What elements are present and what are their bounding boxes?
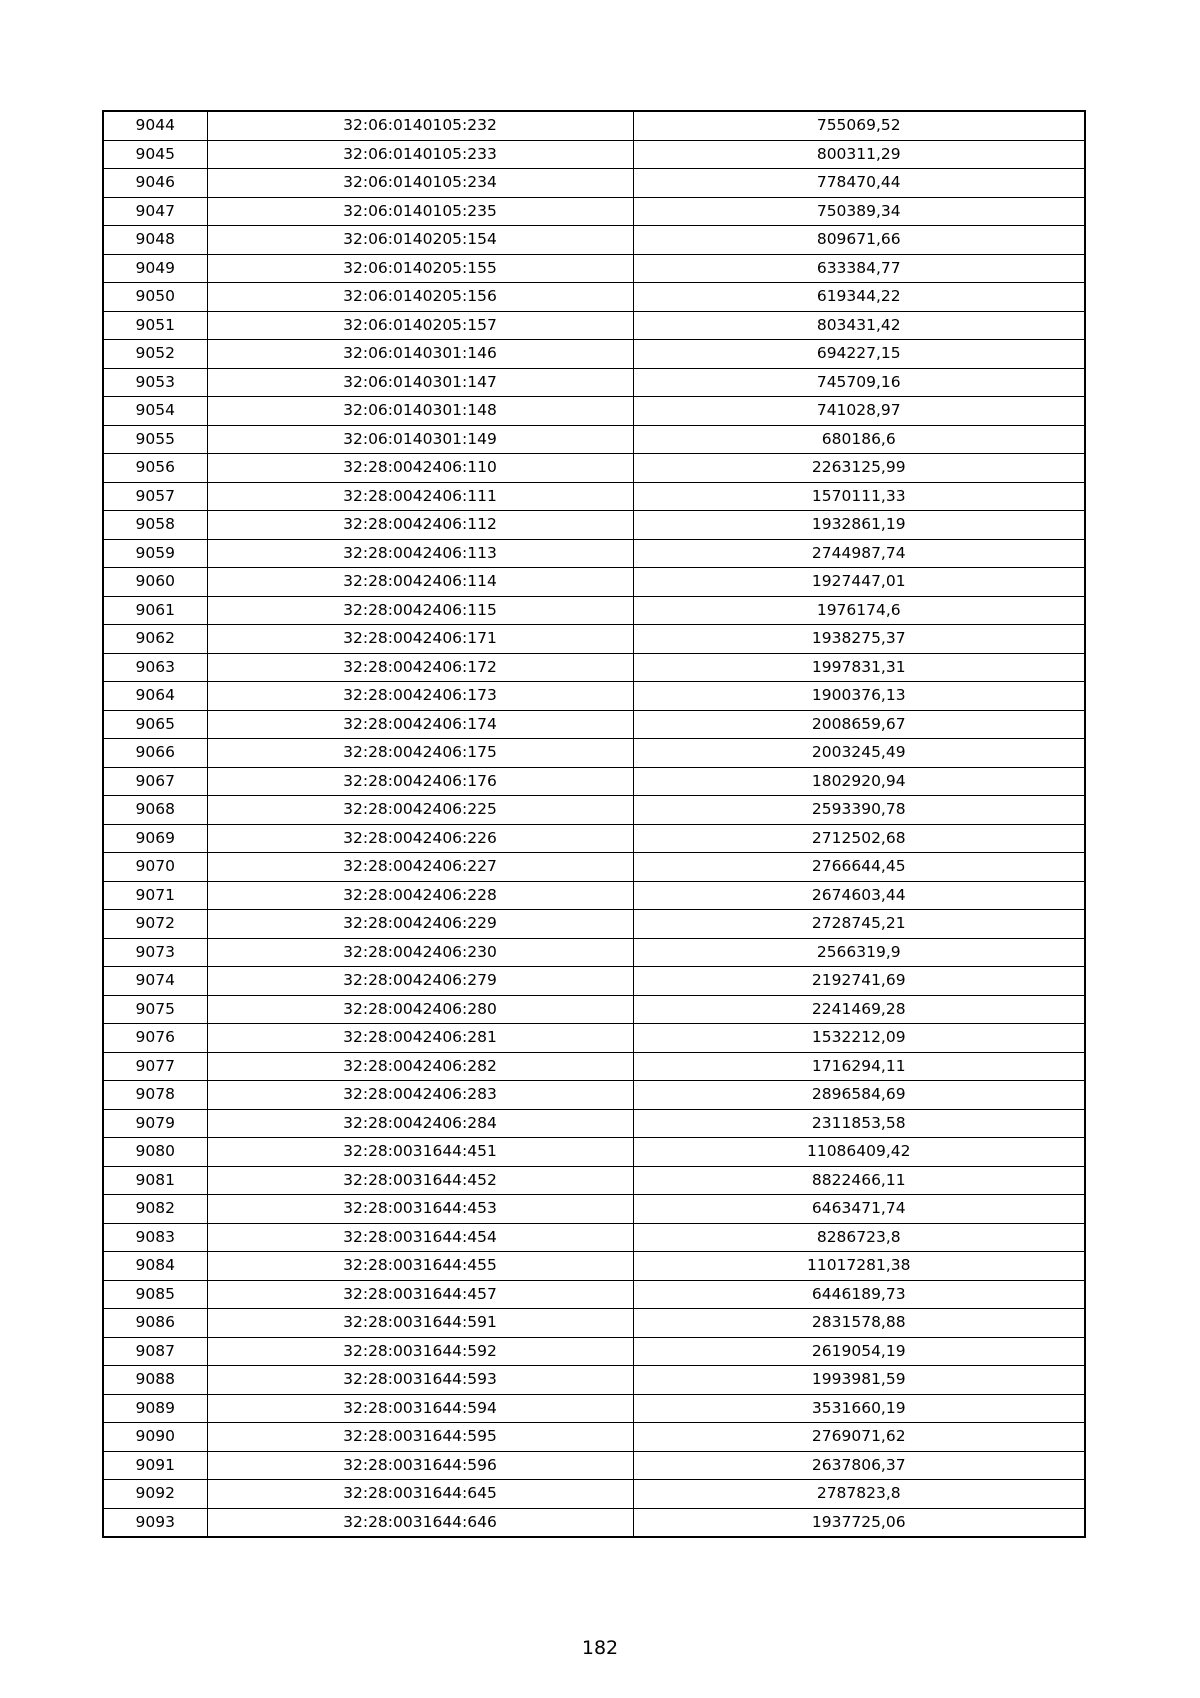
cadastral-value-cell: 2728745,21 <box>633 910 1085 939</box>
cadastral-value-cell: 2241469,28 <box>633 995 1085 1024</box>
cadastral-number-cell: 32:28:0042406:229 <box>207 910 633 939</box>
row-number-cell: 9047 <box>103 197 207 226</box>
row-number-cell: 9069 <box>103 824 207 853</box>
cadastral-number-cell: 32:28:0031644:646 <box>207 1508 633 1537</box>
table-row <box>103 767 1085 796</box>
cadastral-number-cell: 32:06:0140105:235 <box>207 197 633 226</box>
cadastral-value-cell: 778470,44 <box>633 169 1085 198</box>
cadastral-number-cell: 32:28:0031644:591 <box>207 1309 633 1338</box>
cadastral-number-cell: 32:28:0042406:280 <box>207 995 633 1024</box>
row-number-cell: 9088 <box>103 1366 207 1395</box>
cadastral-number-cell: 32:28:0042406:284 <box>207 1109 633 1138</box>
row-number-cell: 9090 <box>103 1423 207 1452</box>
cadastral-number-cell: 32:28:0031644:596 <box>207 1451 633 1480</box>
cadastral-number-cell: 32:28:0042406:227 <box>207 853 633 882</box>
cadastral-value-cell: 1900376,13 <box>633 682 1085 711</box>
table-row <box>103 197 1085 226</box>
cadastral-value-cell: 2263125,99 <box>633 454 1085 483</box>
table-row <box>103 111 1085 140</box>
row-number-cell: 9046 <box>103 169 207 198</box>
row-number-cell: 9072 <box>103 910 207 939</box>
cadastral-number-cell: 32:28:0042406:226 <box>207 824 633 853</box>
table-row <box>103 881 1085 910</box>
table-row <box>103 824 1085 853</box>
cadastral-value-cell: 11017281,38 <box>633 1252 1085 1281</box>
table-row <box>103 1252 1085 1281</box>
table-row <box>103 140 1085 169</box>
cadastral-value-cell: 2896584,69 <box>633 1081 1085 1110</box>
page-number: 182 <box>581 1637 619 1659</box>
row-number-cell: 9076 <box>103 1024 207 1053</box>
row-number-cell: 9048 <box>103 226 207 255</box>
table-row <box>103 739 1085 768</box>
row-number-cell: 9051 <box>103 311 207 340</box>
table-row <box>103 1195 1085 1224</box>
cadastral-value-cell: 2619054,19 <box>633 1337 1085 1366</box>
row-number-cell: 9073 <box>103 938 207 967</box>
table-row <box>103 910 1085 939</box>
cadastral-number-cell: 32:28:0031644:594 <box>207 1394 633 1423</box>
cadastral-value-cell: 8286723,8 <box>633 1223 1085 1252</box>
row-number-cell: 9044 <box>103 111 207 140</box>
cadastral-number-cell: 32:28:0042406:281 <box>207 1024 633 1053</box>
cadastral-value-cell: 680186,6 <box>633 425 1085 454</box>
cadastral-number-cell: 32:06:0140301:147 <box>207 368 633 397</box>
row-number-cell: 9082 <box>103 1195 207 1224</box>
cadastral-value-cell: 750389,34 <box>633 197 1085 226</box>
cadastral-value-cell: 745709,16 <box>633 368 1085 397</box>
cadastral-number-cell: 32:28:0042406:283 <box>207 1081 633 1110</box>
row-number-cell: 9084 <box>103 1252 207 1281</box>
cadastral-value-cell: 1938275,37 <box>633 625 1085 654</box>
table-row <box>103 1280 1085 1309</box>
cadastral-number-cell: 32:28:0042406:282 <box>207 1052 633 1081</box>
cadastral-value-cell: 2674603,44 <box>633 881 1085 910</box>
row-number-cell: 9087 <box>103 1337 207 1366</box>
cadastral-value-cell: 2566319,9 <box>633 938 1085 967</box>
cadastral-number-cell: 32:06:0140205:154 <box>207 226 633 255</box>
cadastral-value-cell: 1937725,06 <box>633 1508 1085 1537</box>
cadastral-value-cell: 800311,29 <box>633 140 1085 169</box>
table-row <box>103 169 1085 198</box>
cadastral-value-cell: 694227,15 <box>633 340 1085 369</box>
table-row <box>103 1366 1085 1395</box>
cadastral-value-cell: 1993981,59 <box>633 1366 1085 1395</box>
cadastral-number-cell: 32:06:0140301:149 <box>207 425 633 454</box>
cadastral-number-cell: 32:28:0042406:173 <box>207 682 633 711</box>
cadastral-value-cell: 1927447,01 <box>633 568 1085 597</box>
table-row <box>103 340 1085 369</box>
table-row <box>103 1337 1085 1366</box>
row-number-cell: 9055 <box>103 425 207 454</box>
table-row <box>103 1508 1085 1537</box>
cadastral-number-cell: 32:06:0140205:157 <box>207 311 633 340</box>
row-number-cell: 9050 <box>103 283 207 312</box>
row-number-cell: 9092 <box>103 1480 207 1509</box>
row-number-cell: 9077 <box>103 1052 207 1081</box>
row-number-cell: 9079 <box>103 1109 207 1138</box>
row-number-cell: 9049 <box>103 254 207 283</box>
row-number-cell: 9093 <box>103 1508 207 1537</box>
cadastral-value-cell: 2744987,74 <box>633 539 1085 568</box>
cadastral-value-cell: 2192741,69 <box>633 967 1085 996</box>
table-row <box>103 995 1085 1024</box>
table-row <box>103 710 1085 739</box>
cadastral-number-cell: 32:28:0042406:110 <box>207 454 633 483</box>
cadastral-number-cell: 32:06:0140105:232 <box>207 111 633 140</box>
cadastral-number-cell: 32:28:0042406:175 <box>207 739 633 768</box>
table-row <box>103 1109 1085 1138</box>
cadastral-number-cell: 32:28:0042406:176 <box>207 767 633 796</box>
cadastral-value-cell: 2003245,49 <box>633 739 1085 768</box>
cadastral-value-cell: 1802920,94 <box>633 767 1085 796</box>
cadastral-value-cell: 1976174,6 <box>633 596 1085 625</box>
cadastral-value-cell: 11086409,42 <box>633 1138 1085 1167</box>
cadastral-number-cell: 32:28:0031644:454 <box>207 1223 633 1252</box>
row-number-cell: 9074 <box>103 967 207 996</box>
cadastral-number-cell: 32:28:0042406:114 <box>207 568 633 597</box>
row-number-cell: 9086 <box>103 1309 207 1338</box>
cadastral-number-cell: 32:28:0031644:593 <box>207 1366 633 1395</box>
cadastral-number-cell: 32:28:0042406:111 <box>207 482 633 511</box>
table-row <box>103 853 1085 882</box>
row-number-cell: 9059 <box>103 539 207 568</box>
table-row <box>103 368 1085 397</box>
row-number-cell: 9065 <box>103 710 207 739</box>
row-number-cell: 9075 <box>103 995 207 1024</box>
row-number-cell: 9067 <box>103 767 207 796</box>
row-number-cell: 9052 <box>103 340 207 369</box>
row-number-cell: 9080 <box>103 1138 207 1167</box>
table-row <box>103 625 1085 654</box>
cadastral-value-cell: 1532212,09 <box>633 1024 1085 1053</box>
table-row <box>103 511 1085 540</box>
cadastral-number-cell: 32:06:0140205:155 <box>207 254 633 283</box>
row-number-cell: 9064 <box>103 682 207 711</box>
table-row <box>103 1309 1085 1338</box>
table-row <box>103 425 1085 454</box>
cadastral-value-cell: 1716294,11 <box>633 1052 1085 1081</box>
table-row <box>103 283 1085 312</box>
cadastral-number-cell: 32:28:0031644:645 <box>207 1480 633 1509</box>
cadastral-value-cell: 809671,66 <box>633 226 1085 255</box>
table-row <box>103 454 1085 483</box>
table-row <box>103 967 1085 996</box>
row-number-cell: 9053 <box>103 368 207 397</box>
row-number-cell: 9070 <box>103 853 207 882</box>
cadastral-number-cell: 32:28:0042406:225 <box>207 796 633 825</box>
cadastral-value-cell: 6446189,73 <box>633 1280 1085 1309</box>
cadastral-value-cell: 2593390,78 <box>633 796 1085 825</box>
cadastral-number-cell: 32:28:0031644:595 <box>207 1423 633 1452</box>
cadastral-value-cell: 2766644,45 <box>633 853 1085 882</box>
row-number-cell: 9061 <box>103 596 207 625</box>
table-row <box>103 254 1085 283</box>
cadastral-value-cell: 2769071,62 <box>633 1423 1085 1452</box>
table-row <box>103 1081 1085 1110</box>
cadastral-number-cell: 32:28:0042406:112 <box>207 511 633 540</box>
cadastral-value-cell: 2787823,8 <box>633 1480 1085 1509</box>
table-row <box>103 1138 1085 1167</box>
table-row <box>103 682 1085 711</box>
table-row <box>103 397 1085 426</box>
table-row <box>103 596 1085 625</box>
row-number-cell: 9058 <box>103 511 207 540</box>
row-number-cell: 9071 <box>103 881 207 910</box>
cadastral-number-cell: 32:28:0031644:453 <box>207 1195 633 1224</box>
cadastral-value-cell: 2712502,68 <box>633 824 1085 853</box>
cadastral-value-cell: 2831578,88 <box>633 1309 1085 1338</box>
cadastral-number-cell: 32:28:0042406:113 <box>207 539 633 568</box>
table-body <box>103 111 1085 1537</box>
table-row <box>103 539 1085 568</box>
cadastral-value-cell: 6463471,74 <box>633 1195 1085 1224</box>
cadastral-number-cell: 32:06:0140301:146 <box>207 340 633 369</box>
cadastral-number-cell: 32:28:0031644:451 <box>207 1138 633 1167</box>
cadastral-value-cell: 741028,97 <box>633 397 1085 426</box>
cadastral-number-cell: 32:28:0031644:455 <box>207 1252 633 1281</box>
row-number-cell: 9091 <box>103 1451 207 1480</box>
row-number-cell: 9060 <box>103 568 207 597</box>
cadastral-number-cell: 32:28:0042406:279 <box>207 967 633 996</box>
table-row <box>103 1052 1085 1081</box>
cadastral-number-cell: 32:28:0042406:230 <box>207 938 633 967</box>
cadastral-value-cell: 1997831,31 <box>633 653 1085 682</box>
table-row <box>103 653 1085 682</box>
cadastral-number-cell: 32:28:0042406:115 <box>207 596 633 625</box>
row-number-cell: 9081 <box>103 1166 207 1195</box>
cadastral-number-cell: 32:06:0140105:234 <box>207 169 633 198</box>
cadastral-number-cell: 32:28:0042406:174 <box>207 710 633 739</box>
row-number-cell: 9045 <box>103 140 207 169</box>
table-row <box>103 1223 1085 1252</box>
cadastral-number-cell: 32:28:0042406:171 <box>207 625 633 654</box>
cadastral-value-cell: 755069,52 <box>633 111 1085 140</box>
cadastral-number-cell: 32:28:0042406:172 <box>207 653 633 682</box>
row-number-cell: 9089 <box>103 1394 207 1423</box>
cadastral-value-cell: 1570111,33 <box>633 482 1085 511</box>
table-row <box>103 796 1085 825</box>
table-row <box>103 1480 1085 1509</box>
cadastral-value-cell: 2008659,67 <box>633 710 1085 739</box>
cadastral-number-cell: 32:28:0031644:452 <box>207 1166 633 1195</box>
cadastral-number-cell: 32:06:0140105:233 <box>207 140 633 169</box>
cadastral-value-cell: 619344,22 <box>633 283 1085 312</box>
row-number-cell: 9056 <box>103 454 207 483</box>
table-row <box>103 1423 1085 1452</box>
table-row <box>103 938 1085 967</box>
cadastral-value-cell: 3531660,19 <box>633 1394 1085 1423</box>
table-row <box>103 482 1085 511</box>
cadastral-number-cell: 32:06:0140205:156 <box>207 283 633 312</box>
cadastral-value-cell: 803431,42 <box>633 311 1085 340</box>
cadastral-value-cell: 2311853,58 <box>633 1109 1085 1138</box>
table-row <box>103 1024 1085 1053</box>
table-row <box>103 568 1085 597</box>
cadastral-number-cell: 32:28:0031644:457 <box>207 1280 633 1309</box>
row-number-cell: 9057 <box>103 482 207 511</box>
row-number-cell: 9062 <box>103 625 207 654</box>
cadastral-value-table <box>102 110 1086 1538</box>
table-row <box>103 226 1085 255</box>
table-row <box>103 311 1085 340</box>
row-number-cell: 9068 <box>103 796 207 825</box>
row-number-cell: 9066 <box>103 739 207 768</box>
row-number-cell: 9054 <box>103 397 207 426</box>
cadastral-value-cell: 1932861,19 <box>633 511 1085 540</box>
table-row <box>103 1394 1085 1423</box>
row-number-cell: 9063 <box>103 653 207 682</box>
table-row <box>103 1451 1085 1480</box>
cadastral-value-cell: 8822466,11 <box>633 1166 1085 1195</box>
cadastral-value-cell: 2637806,37 <box>633 1451 1085 1480</box>
cadastral-number-cell: 32:06:0140301:148 <box>207 397 633 426</box>
cadastral-number-cell: 32:28:0031644:592 <box>207 1337 633 1366</box>
cadastral-number-cell: 32:28:0042406:228 <box>207 881 633 910</box>
row-number-cell: 9083 <box>103 1223 207 1252</box>
row-number-cell: 9078 <box>103 1081 207 1110</box>
row-number-cell: 9085 <box>103 1280 207 1309</box>
table-row <box>103 1166 1085 1195</box>
cadastral-value-cell: 633384,77 <box>633 254 1085 283</box>
